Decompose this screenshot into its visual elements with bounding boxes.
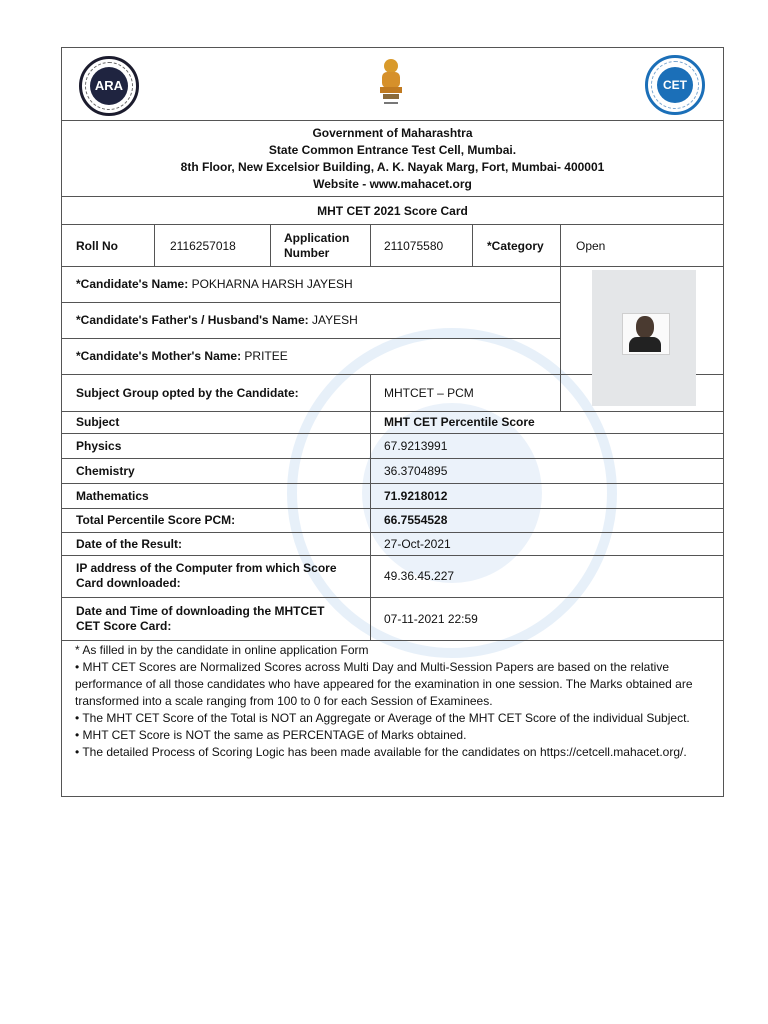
header-line-1: Government of Maharashtra [312,126,473,140]
roll-no-value: 2116257018 [170,238,236,253]
notes-section [75,642,715,761]
score-row-subject: Chemistry [76,463,135,478]
header-line-3: 8th Floor, New Excelsior Building, A. K. Nayak Marg, Fort, Mumbai- 400001 [180,160,605,174]
mother-name-value: PRITEE [244,349,288,363]
mother-name-row [76,338,556,374]
father-name-label: *Candidate's Father's / Husband's Name: [76,313,309,327]
header-block [62,121,723,197]
photo-shoulders [629,337,661,352]
category-label: *Category [487,238,544,253]
candidate-name-row [76,266,556,302]
score-card [61,47,724,797]
candidate-name-value: POKHARNA HARSH JAYESH [191,277,353,291]
category-value: Open [576,238,606,253]
state-emblem-icon [374,56,408,112]
score-row-value: 27-Oct-2021 [384,536,451,551]
score-row-subject: Physics [76,438,122,453]
header-line-4: Website - www.mahacet.org [313,177,472,191]
score-row-subject: Total Percentile Score PCM: [76,513,236,527]
father-name-value: JAYESH [311,313,358,327]
subject-group-label: Subject Group opted by the Candidate: [76,385,299,400]
application-number-label: Application Number [284,230,350,260]
logo-bar [62,48,723,121]
score-header-percentile: MHT CET Percentile Score [384,415,535,429]
subject-group-value: MHTCET – PCM [384,385,474,400]
score-row-value: 67.9213991 [384,438,448,453]
score-row-subject: Date of the Result: [76,536,183,551]
score-row-value: 71.9218012 [384,488,448,503]
roll-no-label: Roll No [76,238,118,253]
score-row-subject: Date and Time of downloading the MHTCET CET Score Card: [76,603,325,633]
mother-name-label: *Candidate's Mother's Name: [76,349,242,363]
application-number-value: 211075580 [384,238,444,253]
score-row-value: 66.7554528 [384,513,448,527]
score-row-value: 36.3704895 [384,463,448,478]
note-item: * As filled in by the candidate in online application Form [75,643,369,657]
note-item: • The detailed Process of Scoring Logic has been made available for the candidates on https://cetcell.mahacet.org/. [75,745,687,759]
note-item: • MHT CET Scores are Normalized Scores across Multi Day and Multi-Session Papers are based on the relative performance of all those candidates who have appeared for the examination in one session. The Marks obtained are transformed into a scale ranging from 100 to 0 for each Session of Examinees. [75,660,693,708]
score-header-subject: Subject [76,415,120,429]
cet-logo: CET [645,55,705,115]
page-title: MHT CET 2021 Score Card [62,198,723,225]
photo-head [636,316,654,338]
candidate-name-label: *Candidate's Name: [76,277,189,291]
score-row-value: 49.36.45.227 [384,569,455,583]
note-item: • The MHT CET Score of the Total is NOT an Aggregate or Average of the MHT CET Score of the individual Subject. [75,711,690,725]
score-row-subject: IP address of the Computer from which Score Card downloaded: [76,561,337,590]
score-row-subject: Mathematics [76,488,149,503]
score-row-value: 07-11-2021 22:59 [384,611,478,626]
father-name-row [76,302,556,338]
note-item: • MHT CET Score is NOT the same as PERCENTAGE of Marks obtained. [75,728,467,742]
header-line-2: State Common Entrance Test Cell, Mumbai. [268,143,517,157]
ara-logo: ARA [79,56,139,116]
